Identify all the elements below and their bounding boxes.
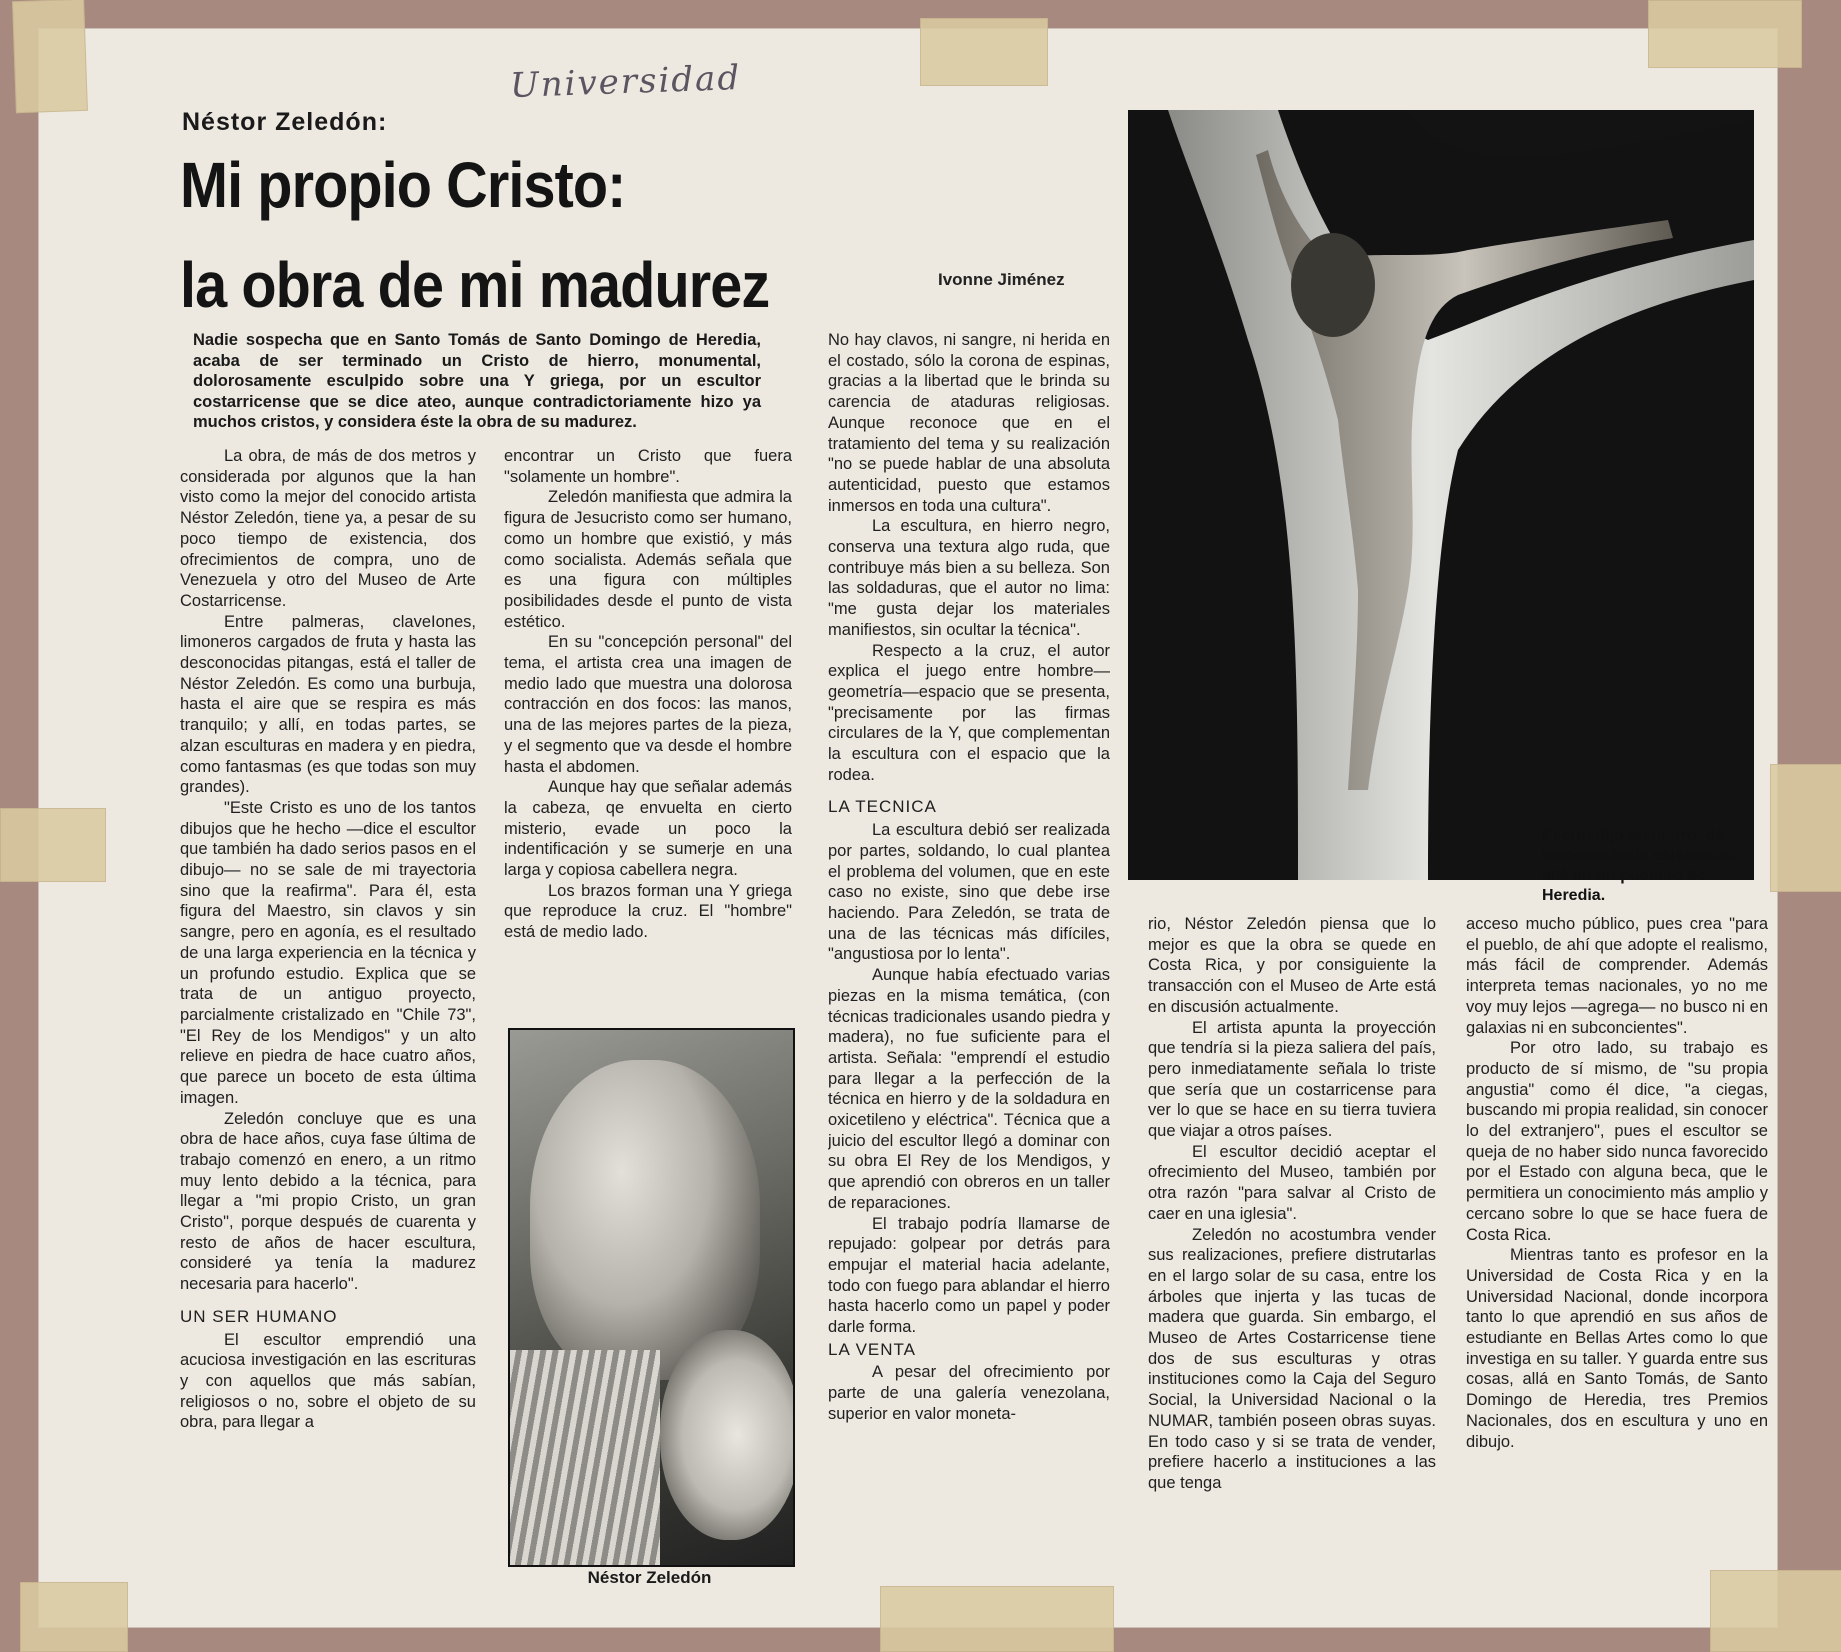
tape-bottom-left xyxy=(20,1582,128,1652)
paragraph: El trabajo podría llamarse de repujado: golpear por detrás para empujar el material hacia adelante, todo con fuego para ablandar el hierro hasta hacerlo como un papel y poder darle forma. xyxy=(828,1214,1110,1337)
paragraph: Zeledón manifiesta que admira la figura de Jesucristo como ser humano, como un hombre que existió, y más como socialista. Además señala que es una figura con múltiples posibilidades desde el punto de vista estético. xyxy=(504,488,792,631)
paragraph: Zeledón concluye que es una obra de hace años, cuya fase última de trabajo comenzó en enero, a un ritmo muy lento debido a la técnica, para llegar a "mi propio Cristo, un gran Cristo", porque después de cuarenta y resto de años de hacer escultura, consideré ya tenía la madurez necesaria para hacerlo". xyxy=(180,1109,476,1294)
paragraph: El artista apunta la proyección que tendría si la pieza saliera del país, pero inmediatamente señala lo triste que sería que un costarricense para ver lo que se hace en su tierra tuviera que viajar a otros países. xyxy=(1148,1018,1436,1141)
column-5 xyxy=(1466,914,1768,1592)
paragraph: El escultor decidió aceptar el ofrecimiento del Museo, también por otra razón "para salvar al Cristo de caer en una iglesia". xyxy=(1148,1142,1436,1223)
paragraph: El escultor emprendió una acuciosa investigación en las escrituras y con aquellos que más sabían, religiosos o no, sobre el objeto de su obra, para llegar a xyxy=(180,1330,476,1432)
portrait-caption: Néstor Zeledón xyxy=(587,1568,712,1587)
portrait-photo xyxy=(508,1028,795,1567)
paragraph: rio, Néstor Zeledón piensa que lo mejor es que la obra se quede en Costa Rica, y por consiguiente la transacción con el Museo de Arte está en discusión actualmente. xyxy=(1148,915,1436,1016)
tape-top-middle xyxy=(920,18,1048,86)
paragraph: "Este Cristo es uno de los tantos dibujos que he hecho —dice el escultor que también ha dado serios pasos en el dibujo— no se sale de mi trayectoria sino que la reafirma". Para él, esta figura del Maestro, sin clavos y sin sangre, pero en agonía, es el resultado de una larga experiencia en la técnica y un profundo estudio. Explica que se trata de un antiguo proyecto, parcialmente cristalizado en "Chile 73", "El Rey de los Mendigos" y un alto relieve en piedra de hace cuatro años, que parece un boceto de esta última imagen. xyxy=(180,798,476,1107)
headline-line-1: Mi propio Cristo: xyxy=(180,149,626,221)
paragraph: Los brazos forman una Y griega que reproduce la cruz. El "hombre" está de medio lado. xyxy=(504,881,792,942)
handwritten-note: Universidad xyxy=(509,57,742,107)
paragraph: Respecto a la cruz, el autor explica el juego entre hombre—geometría—espacio que se presenta, "precisamente por las firmas circulares de la Y, que complementan la escultura con el espacio que la rodea. xyxy=(828,641,1110,784)
paragraph: acceso mucho público, pues crea "para el pueblo, de ahí que adopte el realismo, más fácil de comprender. Además interpreta temas nacionales, yo no me voy muy lejos —agrega— no busco ni en galaxias ni en subconcientes". xyxy=(1466,915,1768,1037)
tape-top-left xyxy=(12,0,88,113)
paragraph: Zeledón no acostumbra vender sus realizaciones, prefiere distrutarlas en el largo solar de su casa, entre los árboles que injerta y las tucas de madera que guarda. Sin embargo, el Museo de Artes Costarricense tiene dos de sus esculturas y otras instituciones como la Caja del Seguro Social, la Universidad Nacional o la NUMAR, también poseen obras suyas. En todo caso y si se trata de vender, prefiere hacerlo a instituciones a las que tenga xyxy=(1148,1225,1436,1492)
paragraph: Aunque hay que señalar además la cabeza, qe envuelta en cierto misterio, evade un poco la indentificación y se sumerje en una larga y copiosa cabellera negra. xyxy=(504,778,792,880)
paragraph: A pesar del ofrecimiento por parte de una galería venezolana, superior en valor moneta- xyxy=(828,1363,1110,1423)
tape-top-right xyxy=(1648,0,1802,68)
paragraph: Mientras tanto es profesor en la Universidad de Costa Rica y en la Universidad Nacional, donde incorpora tanto lo que aprendió en sus años de estudiante en Bellas Artes como lo que investiga en su taller. Y guarda entre sus cosas, allá en Santo Tomás, de Santo Domingo de Heredia, tres Premios Nacionales, dos en escultura y uno en dibujo. xyxy=(1466,1246,1768,1451)
crucifix-illustration xyxy=(1128,110,1754,880)
portrait-shirt xyxy=(510,1350,660,1567)
paragraph: Aunque había efectuado varias piezas en la misma temática, (con técnicas tradicionales usando piedra y madera), no fue suficiente para el artista. Señala: "emprendí el estudio para llegar a la perfección de la técnica en hierro y de la soldadura en oxicetileno y eléctrica". Técnica que a juicio del escultor llegó a dominar con su obra El Rey de los Mendigos, y que aprendió con obreros en un taller de reparaciones. xyxy=(828,966,1110,1212)
section-heading: UN SER HUMANO xyxy=(180,1306,338,1326)
y-cross-top-band xyxy=(1338,110,1754,157)
paragraph: La escultura, en hierro negro, conserva una textura algo ruda, que contribuye más bien a su belleza. Son las soldaduras, que el autor no lima: "me gusta dejar los materiales manifiestos, sin ocultar la técnica". xyxy=(828,517,1110,639)
paragraph: encontrar un Cristo que fuera "solamente un hombre". xyxy=(504,447,792,486)
column-2 xyxy=(504,446,792,1018)
column-3 xyxy=(828,330,1110,1592)
crucifix-caption: El crucifijo en hierro, de insospechada existencia, allá en un pueblito de Heredia. xyxy=(1542,827,1735,904)
portrait-child xyxy=(660,1330,795,1540)
tape-bottom-middle xyxy=(880,1586,1114,1652)
section-heading: LA VENTA xyxy=(828,1339,916,1359)
byline: Ivonne Jiménez xyxy=(938,270,1065,289)
crucifix-photo xyxy=(1128,110,1754,880)
tape-right-middle xyxy=(1770,764,1841,892)
headline-line-2: la obra de mi madurez xyxy=(180,249,770,321)
paragraph: Por otro lado, su trabajo es producto de sí mismo, de "su propia angustia" como él dice, "a ciegas, buscando mi propia realidad, sin conocer lo del extranjero", pues el escultor se queja de no haber sido nunca favorecido por el Estado con alguna beca, que le permitiera un conocimiento más amplio y cercano sobre lo que se hace fuera de Costa Rica. xyxy=(1466,1039,1768,1244)
lead-paragraph: Nadie sospecha que en Santo Tomás de Santo Domingo de Heredia, acaba de ser terminado un Cristo de hierro, monumental, dolorosamente esculpido sobre una Y griega, por un escultor costarricense que se dice ateo, aunque contradictoriamente hizo ya muchos cristos, y considera éste la obra de su madurez. xyxy=(193,331,761,431)
paragraph: La obra, de más de dos metros y considerada por algunos que la han visto como la mejor del conocido artista Néstor Zeledón, tiene ya, a pesar de su poco tiempo de existencia, dos ofrecimientos de compra, uno de Venezuela y otro del Museo de Arte Costarricense. xyxy=(180,447,476,610)
paragraph: Entre palmeras, claveIones, limoneros cargados de fruta y hasta las desconocidas pitangas, está el taller de Néstor Zeledón. Es como una burbuja, hasta el aire que se respira es más tranquilo; y allí, en todas partes, se alzan esculturas en madera y en piedra, como fantasmas (es que todas son muy grandes). xyxy=(180,612,476,797)
paragraph: No hay clavos, ni sangre, ni herida en el costado, sólo la corona de espinas, gracias a la libertad que le brinda su carencia de ataduras religiosas. Aunque reconoce que en el tratamiento del tema y su realización "no se puede hablar de una absoluta autenticidad, puesto que estamos inmersos en toda una cultura". xyxy=(828,331,1110,515)
paragraph: En su "concepción personal" del tema, el artista crea una imagen de medio lado que muestra una dolorosa contracción en dos focos: las manos, una de las mejores partes de la pieza, y el segmento que va desde el hombre hasta el abdomen. xyxy=(504,633,792,776)
section-heading: LA TECNICA xyxy=(828,797,937,817)
christ-head xyxy=(1291,233,1375,337)
paragraph: La escultura debió ser realizada por partes, soldando, lo cual plantea el problema del volumen, que en este caso no existe, sino que debe irse haciendo. Para Zeledón, se trata de una de las técnicas más difíciles, "angustiosa por lo lenta". xyxy=(828,821,1110,964)
column-1 xyxy=(180,446,476,1586)
tape-left-middle xyxy=(0,808,106,882)
article-kicker: Néstor Zeledón: xyxy=(182,108,388,136)
column-4 xyxy=(1148,914,1436,1592)
